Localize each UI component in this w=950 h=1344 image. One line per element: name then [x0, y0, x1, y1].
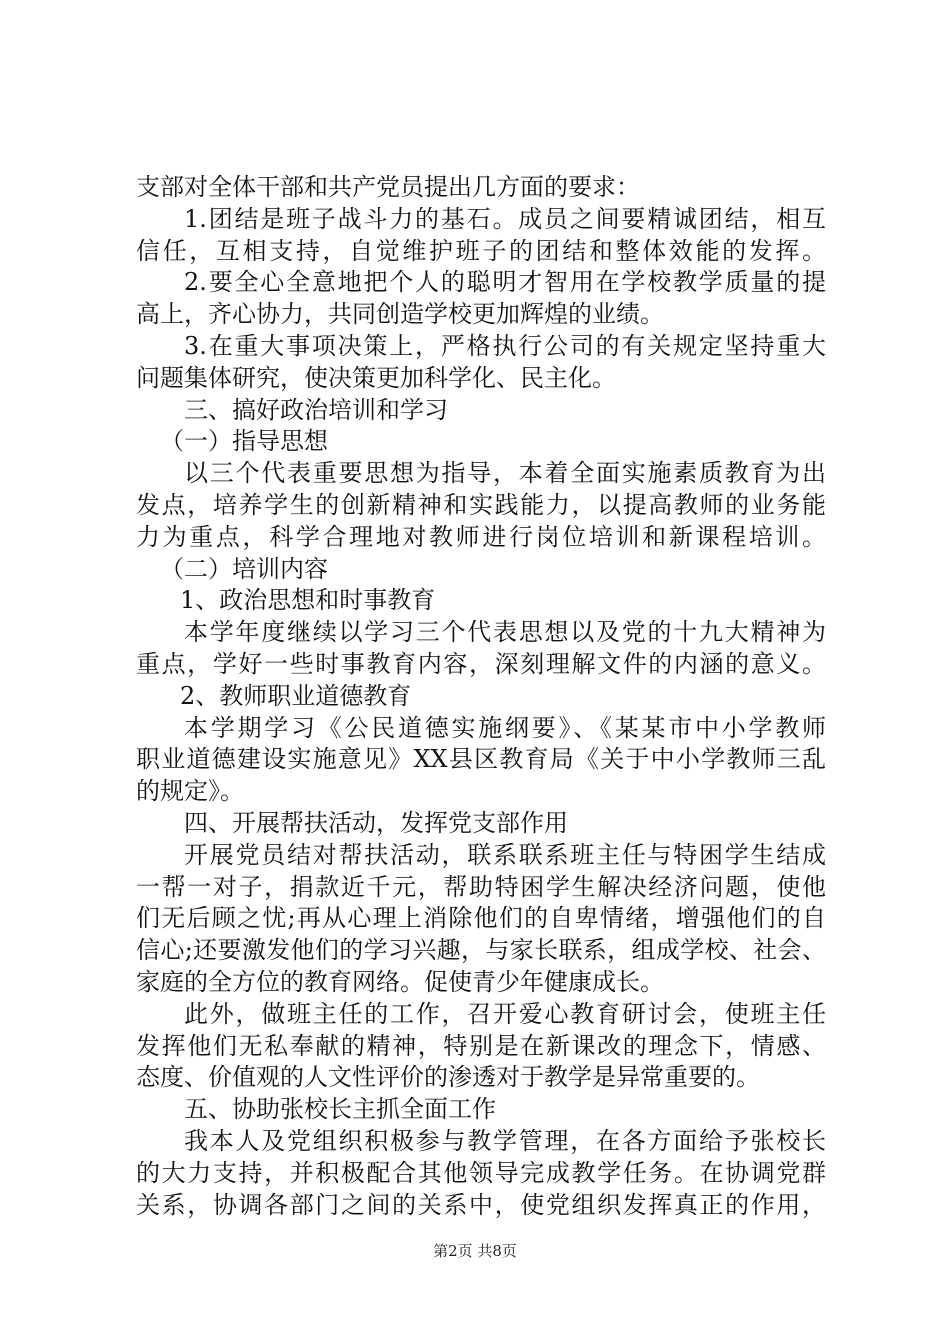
- text-line: 家庭的全方位的教育网络。促使青少年健康成长。: [136, 967, 664, 996]
- text-line: 以三个代表重要思想为指导，本着全面实施素质教育为出: [184, 459, 826, 488]
- text-line: 高上，齐心协力，共同创造学校更加辉煌的业绩。: [136, 300, 664, 329]
- body-text: [136, 172, 826, 1221]
- text-line: 问题集体研究，使决策更加科学化、民主化。: [136, 363, 616, 392]
- item-heading: 1、政治思想和时事教育: [180, 586, 436, 615]
- text-line: 支部对全体干部和共产党员提出几方面的要求：: [136, 173, 640, 201]
- text-line: 信心;还要激发他们的学习兴趣，与家长联系，组成学校、社会、: [136, 936, 826, 965]
- text-line: 信任，互相支持，自觉维护班子的团结和整体效能的发挥。: [136, 236, 826, 265]
- text-line: 3.在重大事项决策上，严格执行公司的有关规定坚持重大: [184, 331, 826, 360]
- text-line: 开展党员结对帮扶活动，联系联系班主任与特困学生结成: [184, 840, 826, 869]
- text-line: 关系，协调各部门之间的关系中，使党组织发挥真正的作用，: [136, 1190, 826, 1219]
- text-line: 发挥他们无私奉献的精神，特别是在新课改的理念下，情感、: [136, 1031, 826, 1060]
- text-line: 2.要全心全意地把个人的聪明才智用在学校教学质量的提: [184, 268, 826, 297]
- text-line: 一帮一对子，捐款近千元，帮助特困学生解决经济问题，使他: [136, 872, 826, 901]
- text-line: 本学年度继续以学习三个代表思想以及党的十九大精神为: [184, 618, 826, 647]
- page-number-footer: 第2页 共8页: [433, 1242, 517, 1260]
- subsection-heading: （二）培训内容: [160, 554, 328, 583]
- text-line: 的规定》。: [136, 777, 244, 806]
- section-heading: 四、开展帮扶活动，发挥党支部作用: [184, 808, 568, 837]
- text-line: 的大力支持，并积极配合其他领导完成教学任务。在协调党群: [136, 1158, 826, 1187]
- text-line: 本学期学习《公民道德实施纲要》、《某某市中小学教师: [184, 713, 826, 742]
- item-heading: 2、教师职业道德教育: [180, 681, 412, 710]
- text-line: 力为重点，科学合理地对教师进行岗位培训和新课程培训。: [136, 522, 826, 551]
- text-line: 此外，做班主任的工作，召开爱心教育研讨会，使班主任: [184, 999, 826, 1028]
- section-heading: 三、搞好政治培训和学习: [184, 395, 448, 424]
- text-line: 我本人及党组织积极参与教学管理，在各方面给予张校长: [184, 1126, 826, 1155]
- text-line: 态度、价值观的人文性评价的渗透对于教学是异常重要的。: [136, 1063, 760, 1092]
- text-line: 发点，培养学生的创新精神和实践能力，以提高教师的业务能: [136, 490, 826, 519]
- section-heading: 五、协助张校长主抓全面工作: [184, 1095, 496, 1124]
- text-line: 们无后顾之忧;再从心理上消除他们的自卑情绪，增强他们的自: [136, 904, 826, 933]
- text-line: 1.团结是班子战斗力的基石。成员之间要精诚团结，相互: [184, 204, 826, 233]
- text-line: 重点，学好一些时事教育内容，深刻理解文件的内涵的意义。: [136, 649, 826, 678]
- subsection-heading: （一）指导思想: [160, 427, 328, 456]
- text-line: 职业道德建设实施意见》XX县区教育局《关于中小学教师三乱: [136, 745, 826, 774]
